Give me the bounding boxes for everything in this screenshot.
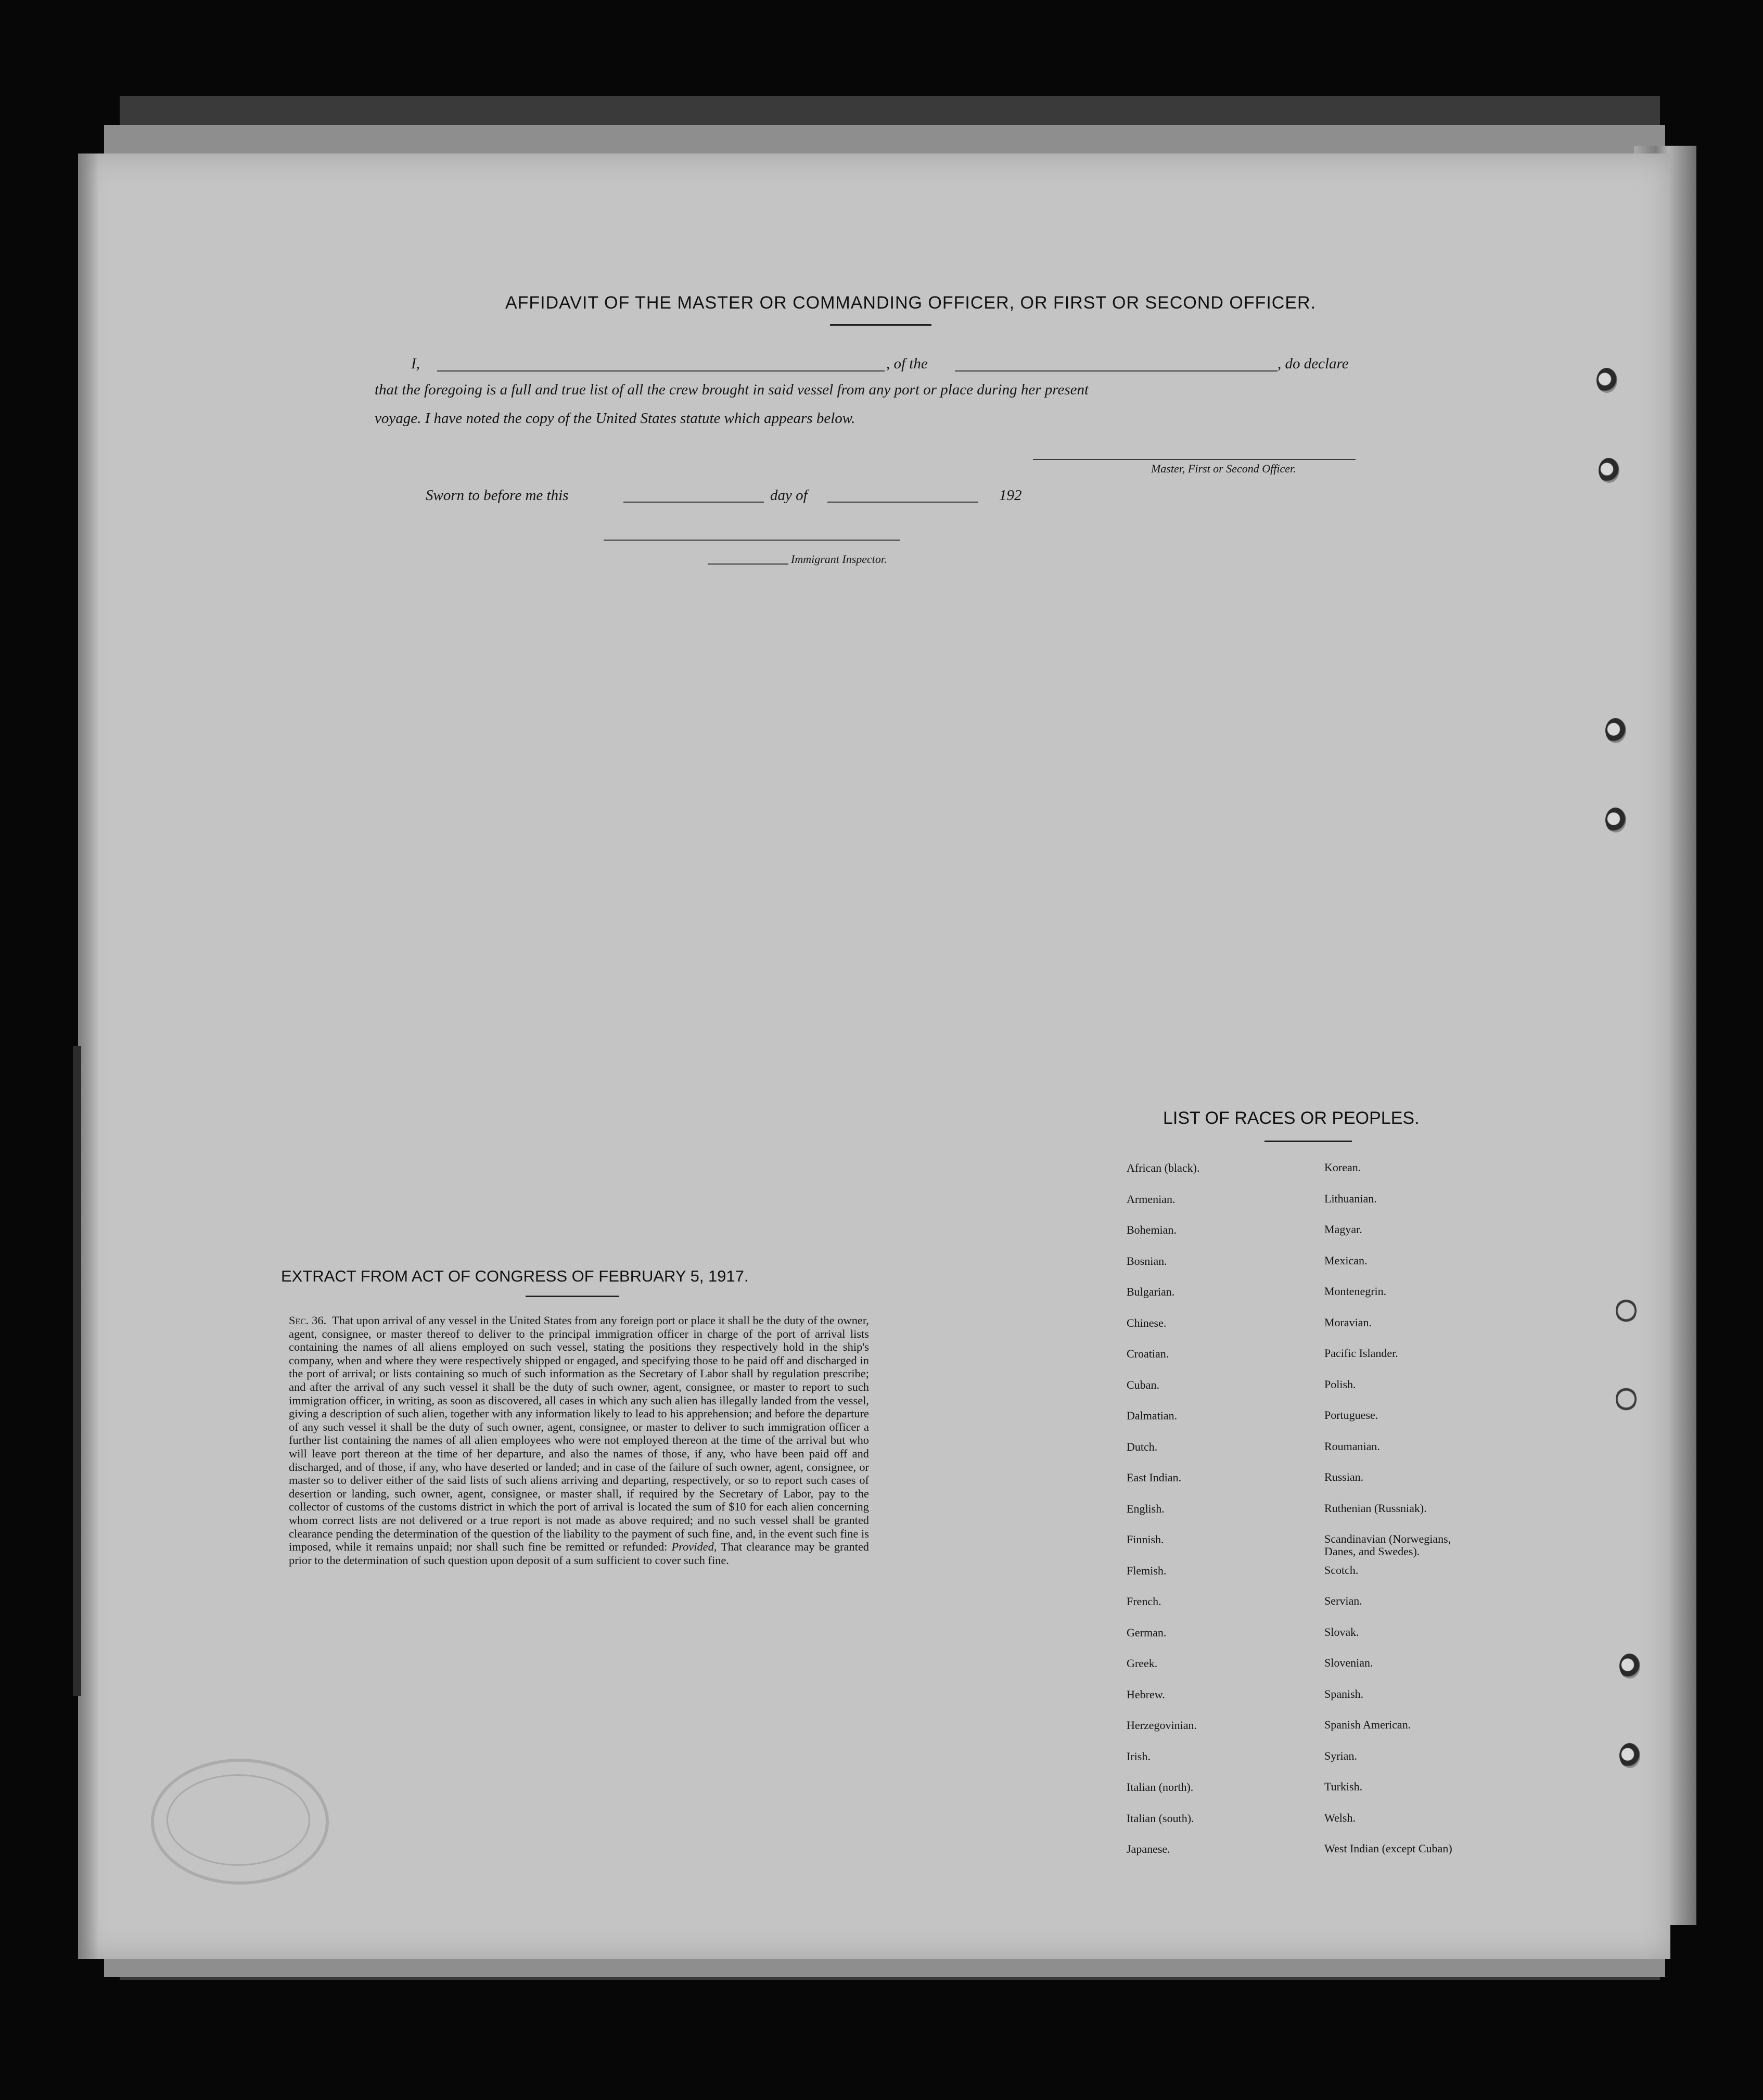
race-row [1127, 1533, 1522, 1564]
race-name: Magyar. [1324, 1223, 1362, 1236]
race-row [1127, 1409, 1522, 1440]
race-name: Italian (north). [1127, 1781, 1194, 1794]
races-title-rule [1264, 1141, 1352, 1142]
race-name: Lithuanian. [1324, 1192, 1377, 1205]
race-name: Slovak. [1324, 1625, 1359, 1638]
race-name: German. [1127, 1625, 1167, 1639]
race-name: Japanese. [1127, 1842, 1170, 1855]
affidavit-statement-line-3: voyage. I have noted the copy of the United States statute which appears below. [375, 410, 855, 427]
race-name: Herzegovinian. [1127, 1719, 1197, 1732]
race-name: Hebrew. [1127, 1687, 1165, 1701]
race-name: East Indian. [1127, 1471, 1182, 1484]
officer-name-field[interactable] [437, 370, 885, 372]
statute-body-end: That clearance may be granted prior to the determination of such question upon deposit of a sum sufficient to cover such fine. [289, 1540, 869, 1567]
race-row [1127, 1378, 1522, 1410]
race-name: Portuguese. [1324, 1408, 1378, 1422]
race-row [1127, 1316, 1522, 1348]
race-name: Spanish American. [1324, 1718, 1411, 1731]
races-list [1127, 1161, 1522, 1874]
affidavit-title-rule [830, 324, 931, 326]
sworn-prefix: Sworn to before me this [426, 487, 569, 504]
race-name: Welsh. [1324, 1811, 1356, 1824]
statute-body: That upon arrival of any vessel in the United States from any foreign port or place it shall be the duty of the owner, agent, consignee, or master thereof to deliver to the principal immigration officer in charge of the port of arrival lists containing the names of all aliens employed on such vessel, stating the positions they respectively hold in the ship's company, when and where they were respectively shipped or engaged, and specifying those to be paid off and discharged in the port of arrival; or lists containing so much of such information as the Secretary of Labor shall by regulation prescribe; and after the arrival of any such vessel it shall be the duty of such owner, agent, consignee, or master to report to such immigration officer, in writing, as soon as discovered, all cases in which any such alien has illegally landed from the vessel, giving a description of such alien, together with any information likely to lead to his apprehension; and before the departure of any such vessel it shall be the duty of such owner, agent, consignee, or master to deliver to such immigration officer a further list containing the names of all alien employees who were not employed thereon at the time of the arrival but who will leave port thereon at the time of her departure, and also the names of those, if any, who have been paid off and discharged, and of those, if any, who have deserted or landed; and in case of the failure of such owner, agent, consignee, or master so to deliver either of the said lists of such aliens arriving and departing, respectively, or so to report such cases of desertion or landing, such owner, agent, consignee, or master shall, if required by the Secretary of Labor, pay to the collector of customs of the customs district in which the port of arrival is located the sum of $10 for each alien concerning whom correct lists are not delivered or a true report is not made as above required; and no such vessel shall be granted clearance pending the determination of the question of the liability to the payment of such fine, and, in the event such fine is imposed, while it remains unpaid; nor shall such fine be remitted or refunded: [289, 1314, 869, 1554]
race-name: Flemish. [1127, 1564, 1167, 1577]
race-row [1127, 1193, 1522, 1224]
race-name: Syrian. [1324, 1749, 1357, 1762]
page-fold-shadow [78, 153, 99, 1959]
statute-provided-label: Provided, [671, 1540, 717, 1554]
extract-title: EXTRACT FROM ACT OF CONGRESS OF FEBRUARY 5, 1917. [281, 1267, 749, 1285]
race-name: Slovenian. [1324, 1656, 1373, 1669]
race-name: Bosnian. [1127, 1254, 1167, 1267]
race-name: Scandinavian (Norwegians, Danes, and Swedes). [1324, 1532, 1451, 1558]
race-name: Bulgarian. [1127, 1285, 1175, 1298]
binder-hole [1616, 1298, 1637, 1323]
race-row [1127, 1719, 1522, 1750]
inspector-signature-field[interactable] [604, 540, 900, 541]
sworn-day-of: day of [770, 487, 808, 504]
sworn-month-field[interactable] [827, 502, 978, 503]
race-name: Croatian. [1127, 1347, 1169, 1360]
binding-spine [73, 1046, 81, 1696]
race-name: Scotch. [1324, 1563, 1359, 1577]
vessel-name-field[interactable] [955, 370, 1277, 372]
race-row [1127, 1842, 1522, 1874]
master-signature-caption: Master, First or Second Officer. [1151, 462, 1296, 475]
race-name: Polish. [1324, 1377, 1356, 1391]
race-row [1127, 1347, 1522, 1378]
race-row [1127, 1223, 1522, 1254]
race-name: Spanish. [1324, 1687, 1364, 1700]
race-row [1127, 1688, 1522, 1719]
races-title: LIST OF RACES OR PEOPLES. [1163, 1108, 1420, 1128]
race-row [1127, 1440, 1522, 1471]
race-name: Chinese. [1127, 1316, 1167, 1329]
statute-section-36 [289, 1314, 869, 1567]
binder-hole [1605, 718, 1626, 743]
inspector-caption-rule [708, 564, 788, 565]
sworn-day-field[interactable] [623, 502, 764, 503]
race-name: Turkish. [1324, 1780, 1363, 1793]
race-row [1127, 1471, 1522, 1502]
race-name: Irish. [1127, 1749, 1151, 1763]
race-name: Cuban. [1127, 1378, 1159, 1391]
sworn-year: 192 [999, 487, 1022, 504]
master-signature-field[interactable] [1033, 459, 1356, 460]
race-name: Italian (south). [1127, 1811, 1194, 1825]
race-name: Mexican. [1324, 1253, 1368, 1267]
race-name: Dalmatian. [1127, 1409, 1178, 1422]
race-name: Greek. [1127, 1657, 1158, 1670]
race-row [1127, 1595, 1522, 1626]
race-name: Ruthenian (Russniak). [1324, 1501, 1427, 1515]
race-row [1127, 1161, 1522, 1193]
affidavit-of-the: , of the [886, 355, 928, 372]
received-stamp-inner-ring [167, 1774, 310, 1866]
inspector-signature-caption: Immigrant Inspector. [791, 553, 887, 566]
race-name: Dutch. [1127, 1440, 1158, 1453]
race-name: Montenegrin. [1324, 1285, 1387, 1298]
race-name: Moravian. [1324, 1315, 1372, 1329]
race-row [1127, 1285, 1522, 1316]
binder-hole [1619, 1654, 1640, 1679]
race-name: Pacific Islander. [1324, 1347, 1398, 1360]
affidavit-title: AFFIDAVIT OF THE MASTER OR COMMANDING OFFICER, OR FIRST OR SECOND OFFICER. [505, 293, 1317, 313]
race-row [1127, 1564, 1522, 1595]
affidavit-do-declare: , do declare [1277, 355, 1349, 372]
race-row [1127, 1750, 1522, 1781]
race-name: Servian. [1324, 1594, 1362, 1607]
race-name: African (black). [1127, 1161, 1200, 1174]
binder-hole [1616, 1387, 1637, 1412]
extract-title-rule [526, 1296, 619, 1297]
race-name: Russian. [1324, 1470, 1364, 1483]
affidavit-i: I, [411, 355, 420, 372]
race-row [1127, 1781, 1522, 1812]
race-row [1127, 1502, 1522, 1533]
race-name: English. [1127, 1502, 1165, 1515]
race-row [1127, 1254, 1522, 1286]
race-name: Bohemian. [1127, 1223, 1177, 1236]
race-row [1127, 1812, 1522, 1843]
binder-hole [1619, 1743, 1640, 1768]
statute-section-label: Sec. 36. [289, 1314, 327, 1327]
affidavit-statement-line-2: that the foregoing is a full and true list of all the crew brought in said vessel from any port or place during her present [375, 381, 1089, 398]
race-row [1127, 1657, 1522, 1688]
binder-hole [1599, 458, 1619, 483]
binder-hole [1596, 368, 1617, 393]
binder-hole [1605, 808, 1626, 833]
race-name: Korean. [1324, 1161, 1361, 1174]
race-name: Armenian. [1127, 1192, 1176, 1206]
race-row [1127, 1626, 1522, 1657]
race-name: Finnish. [1127, 1533, 1164, 1546]
race-name: West Indian (except Cuban) [1324, 1842, 1452, 1855]
race-name: French. [1127, 1595, 1161, 1608]
race-name: Roumanian. [1324, 1439, 1380, 1453]
